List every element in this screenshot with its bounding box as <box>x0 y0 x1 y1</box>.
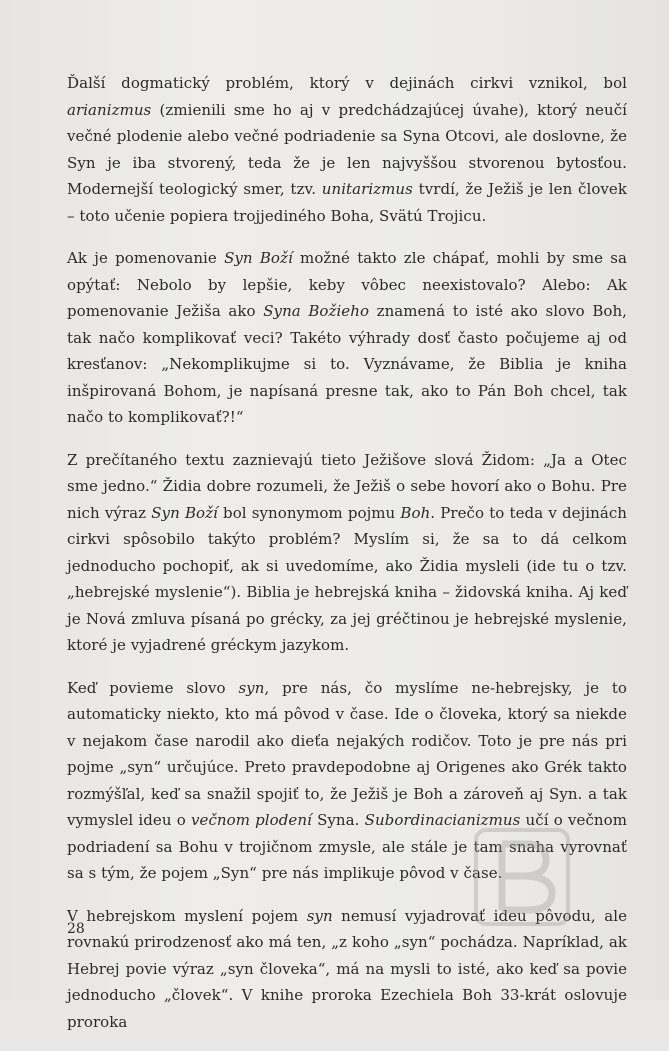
italic-term: Syna Božieho <box>263 302 370 320</box>
italic-term: Subordinacianizmus <box>364 811 521 829</box>
text-run: znamená to isté ako slovo Boh, tak načo komplikovať veci? Takéto výhrady dosť často počujeme aj od kresťanov: „Nekomplikujme si to. Vyznávame, že Biblia je kniha inšpirovaná Bohom, je napísaná presne tak, ako to Pán Boh chcel, tak načo to komplikovať?!“ <box>67 302 628 426</box>
paragraph-1 <box>67 70 627 229</box>
italic-term: unitarizmus <box>321 180 413 198</box>
italic-term: arianizmus <box>67 100 152 119</box>
text-run: učí o večnom podriadení sa Bohu v trojičnom zmysle, ale stále je tam snaha vyrovnať sa s tým, že pojem „Syn“ pre nás implikuje pôvod v čase. <box>67 811 627 882</box>
text-run: tvrdí, že Ježiš je len človek – toto učenie popiera trojjediného Boha, Svätú Trojicu. <box>67 180 627 225</box>
italic-term: večnom plodení <box>191 811 312 829</box>
text-run: Keď povieme slovo <box>67 678 239 697</box>
text-run: Ak je pomenovanie <box>67 249 225 267</box>
text-run: Z prečítaného textu zaznievajú tieto Ježišove slová Židom: „Ja a Otec sme jedno.“ Židia dobre rozumeli, že Ježiš o sebe hovorí ako o Bohu. Pre nich výraz <box>67 450 627 522</box>
paragraph-2 <box>67 245 627 431</box>
italic-term: Syn Boží <box>224 249 293 267</box>
text-run: Syna. <box>311 811 365 829</box>
text-run: (zmienili sme ho aj v predchádzajúcej úvahe), ktorý neučí večné plodenie alebo večné podriadenie sa Syna Otcovi, ale doslovne, že Syn je iba stvorený, teda že je len najvyššou stvorenou bytosťou. Modernejší teologický smer, tzv. <box>67 100 627 198</box>
text-run: . Prečo to teda v dejinách cirkvi spôsobilo takýto problém? Myslím si, že sa to dá celkom jednoducho pochopiť, ak si uvedomíme, ako Židia mysleli (ide tu o tzv. „hebrejské myslenie“). Biblia je hebrejská kniha – židovská kniha. Aj keď je Nová zmluva písaná po grécky, za jej gréčtinou je hebrejské myslenie, ktoré je vyjadrené gréckym jazykom. <box>67 503 627 654</box>
text-run: V hebrejskom myslení pojem <box>67 906 307 925</box>
page-number: 28 <box>67 921 85 937</box>
text-run: bol synonymom pojmu <box>217 503 401 522</box>
text-run: Ďalší dogmatický problém, ktorý v dejinách cirkvi vznikol, bol <box>67 74 627 92</box>
italic-term: Boh <box>400 503 431 522</box>
text-run: možné takto zle chápať, mohli by sme sa opýtať: Nebolo by lepšie, keby vôbec neexistovalo? Alebo: Ak pomenovanie Ježiša ako <box>67 249 627 320</box>
publisher-logo-watermark-icon <box>462 822 582 932</box>
paragraph-3 <box>67 447 627 659</box>
italic-term: syn <box>238 678 265 697</box>
text-run: , pre nás, čo myslíme ne-hebrejsky, je to automaticky niekto, kto má pôvod v čase. Ide o človeka, ktorý sa niekde v nejakom čase narodil ako dieťa nejakých rodičov. Toto je pre nás pri pojme „syn“ určujúce. Preto pravdepodobne aj Origenes ako Grék takto rozmýšľal, keď sa snažil spojiť to, že Ježiš je Boh a zároveň aj Syn. a tak vymyslel ideu o <box>67 678 627 829</box>
italic-term: syn <box>306 906 333 925</box>
italic-term: Syn Boží <box>151 503 218 522</box>
text-run: nemusí vyjadrovať ideu pôvodu, ale rovnakú prirodzenosť ako má ten, „z koho „syn“ pochádza. Napríklad, ak Hebrej povie výraz „syn človeka“, má na mysli to isté, ako keď sa povie jednoducho „človek“. V knihe proroka Ezechiela Boh 33-krát oslovuje proroka <box>67 906 627 1031</box>
